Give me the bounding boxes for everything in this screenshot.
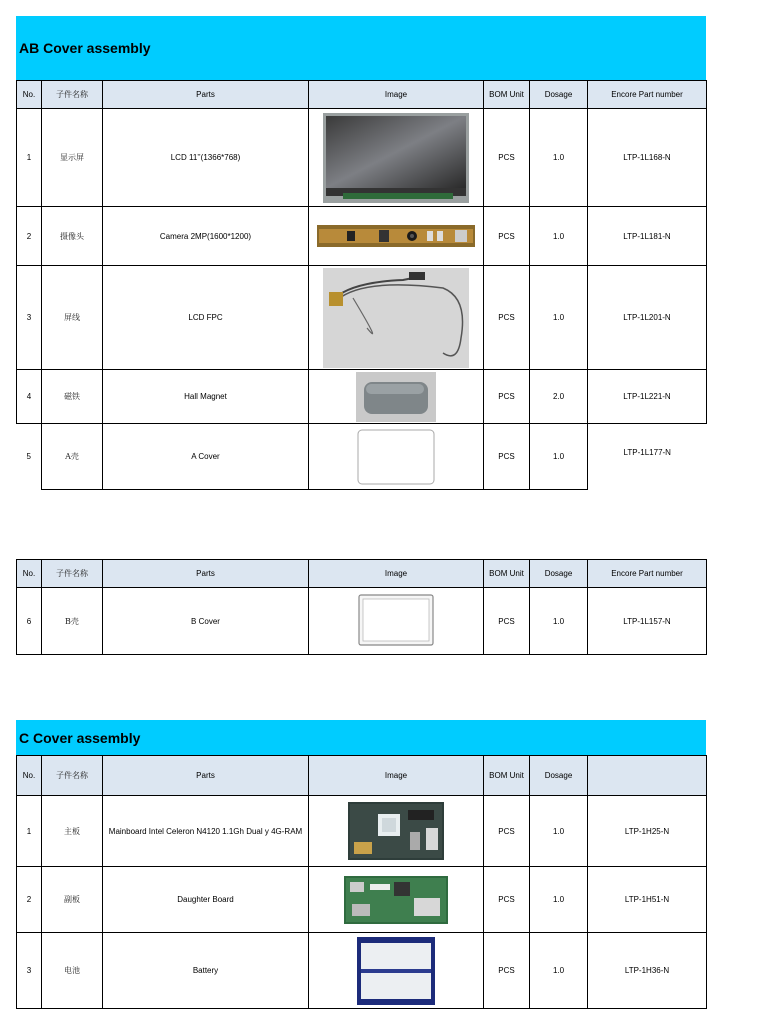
row-cn-name: 摄像头 xyxy=(42,207,103,266)
b-cover-table xyxy=(16,559,707,655)
header-cn-name: 子件名称 xyxy=(42,560,103,588)
header-dosage: Dosage xyxy=(530,81,588,109)
row-cn-name: 副板 xyxy=(42,867,103,933)
table-header-row xyxy=(17,81,707,109)
header-bom-unit: BOM Unit xyxy=(484,756,530,796)
row-part-number: LTP-1H51-N xyxy=(588,867,707,933)
header-no: No. xyxy=(17,560,42,588)
row-part: LCD FPC xyxy=(103,266,309,370)
section-title-ab-cover: AB Cover assembly xyxy=(16,16,706,80)
row-part: B Cover xyxy=(103,588,309,655)
row-cn-name: 主板 xyxy=(42,796,103,867)
row-cn-name: A壳 xyxy=(42,424,103,490)
row-cn-name: 屏线 xyxy=(42,266,103,370)
row-cn-name: 磁铁 xyxy=(42,370,103,424)
row-cn-name: B壳 xyxy=(42,588,103,655)
row-unit: PCS xyxy=(484,424,530,490)
row-unit: PCS xyxy=(484,796,530,867)
row-part-number: LTP-1H36-N xyxy=(588,933,707,1009)
row-part-number: LTP-1H25-N xyxy=(588,796,707,867)
header-bom-unit: BOM Unit xyxy=(484,560,530,588)
row-no: 5 xyxy=(17,424,42,490)
row-unit: PCS xyxy=(484,207,530,266)
row-part-number: LTP-1L201-N xyxy=(588,266,707,370)
row-dosage: 1.0 xyxy=(530,109,588,207)
row-part-number: LTP-1L181-N xyxy=(588,207,707,266)
row-image xyxy=(309,207,484,266)
daughter-board-photo xyxy=(344,876,448,924)
row-dosage: 2.0 xyxy=(530,370,588,424)
row-image xyxy=(309,109,484,207)
row-dosage: 1.0 xyxy=(530,588,588,655)
row-part: Mainboard Intel Celeron N4120 1.1Gh Dual y 4G-RAM xyxy=(103,796,309,867)
row-unit: PCS xyxy=(484,266,530,370)
header-cn-name: 子件名称 xyxy=(42,81,103,109)
b-cover-photo xyxy=(358,594,434,648)
row-unit: PCS xyxy=(484,109,530,207)
table-header-row xyxy=(17,756,707,796)
row-unit: PCS xyxy=(484,867,530,933)
row-no: 2 xyxy=(17,867,42,933)
header-bom-unit: BOM Unit xyxy=(484,81,530,109)
header-no: No. xyxy=(17,81,42,109)
c-cover-table xyxy=(16,755,707,1009)
header-image: Image xyxy=(309,756,484,796)
row-dosage: 1.0 xyxy=(530,266,588,370)
row-part-number: LTP-1L157-N xyxy=(588,588,707,655)
row-dosage: 1.0 xyxy=(530,424,588,490)
row-part: A Cover xyxy=(103,424,309,490)
header-part-number xyxy=(588,756,707,796)
header-part-number: Encore Part number xyxy=(588,81,707,109)
table-header-row xyxy=(17,560,707,588)
table-row xyxy=(17,207,707,266)
table-row xyxy=(17,370,707,424)
table-row xyxy=(17,424,707,490)
row-image xyxy=(309,933,484,1009)
lcd-panel-photo xyxy=(323,113,469,203)
row-part: LCD 11’’(1366*768) xyxy=(103,109,309,207)
header-cn-name: 子件名称 xyxy=(42,756,103,796)
row-image xyxy=(309,796,484,867)
table-row xyxy=(17,266,707,370)
hall-magnet-photo xyxy=(356,372,436,422)
header-parts: Parts xyxy=(103,756,309,796)
header-image: Image xyxy=(309,81,484,109)
row-image xyxy=(309,424,484,490)
row-unit: PCS xyxy=(484,933,530,1009)
header-part-number: Encore Part number xyxy=(588,560,707,588)
row-image xyxy=(309,867,484,933)
mainboard-photo xyxy=(348,802,444,860)
row-part-number: LTP-1L177-N xyxy=(588,424,707,490)
ab-cover-table xyxy=(16,80,707,490)
row-no: 3 xyxy=(17,933,42,1009)
row-part: Camera 2MP(1600*1200) xyxy=(103,207,309,266)
row-unit: PCS xyxy=(484,370,530,424)
row-part-number: LTP-1L221-N xyxy=(588,370,707,424)
row-unit: PCS xyxy=(484,588,530,655)
row-cn-name: 显示屏 xyxy=(42,109,103,207)
header-dosage: Dosage xyxy=(530,756,588,796)
row-dosage: 1.0 xyxy=(530,207,588,266)
header-no: No. xyxy=(17,756,42,796)
table-row xyxy=(17,588,707,655)
row-part-number: LTP-1L168-N xyxy=(588,109,707,207)
row-dosage: 1.0 xyxy=(530,933,588,1009)
row-no: 4 xyxy=(17,370,42,424)
header-parts: Parts xyxy=(103,81,309,109)
header-image: Image xyxy=(309,560,484,588)
row-part: Hall Magnet xyxy=(103,370,309,424)
row-part: Daughter Board xyxy=(103,867,309,933)
lcd-fpc-cable-photo xyxy=(323,268,469,368)
header-dosage: Dosage xyxy=(530,560,588,588)
row-dosage: 1.0 xyxy=(530,867,588,933)
row-no: 6 xyxy=(17,588,42,655)
row-part: Battery xyxy=(103,933,309,1009)
table-row xyxy=(17,109,707,207)
row-cn-name: 电池 xyxy=(42,933,103,1009)
row-image xyxy=(309,266,484,370)
table-row xyxy=(17,933,707,1009)
row-image xyxy=(309,370,484,424)
row-no: 2 xyxy=(17,207,42,266)
section-title-c-cover: C Cover assembly xyxy=(16,720,706,755)
header-parts: Parts xyxy=(103,560,309,588)
table-row xyxy=(17,796,707,867)
row-image xyxy=(309,588,484,655)
row-no: 1 xyxy=(17,796,42,867)
row-no: 3 xyxy=(17,266,42,370)
battery-photo xyxy=(357,937,435,1005)
table-row xyxy=(17,867,707,933)
camera-module-photo xyxy=(317,225,475,247)
row-dosage: 1.0 xyxy=(530,796,588,867)
row-no: 1 xyxy=(17,109,42,207)
a-cover-photo xyxy=(357,429,435,485)
